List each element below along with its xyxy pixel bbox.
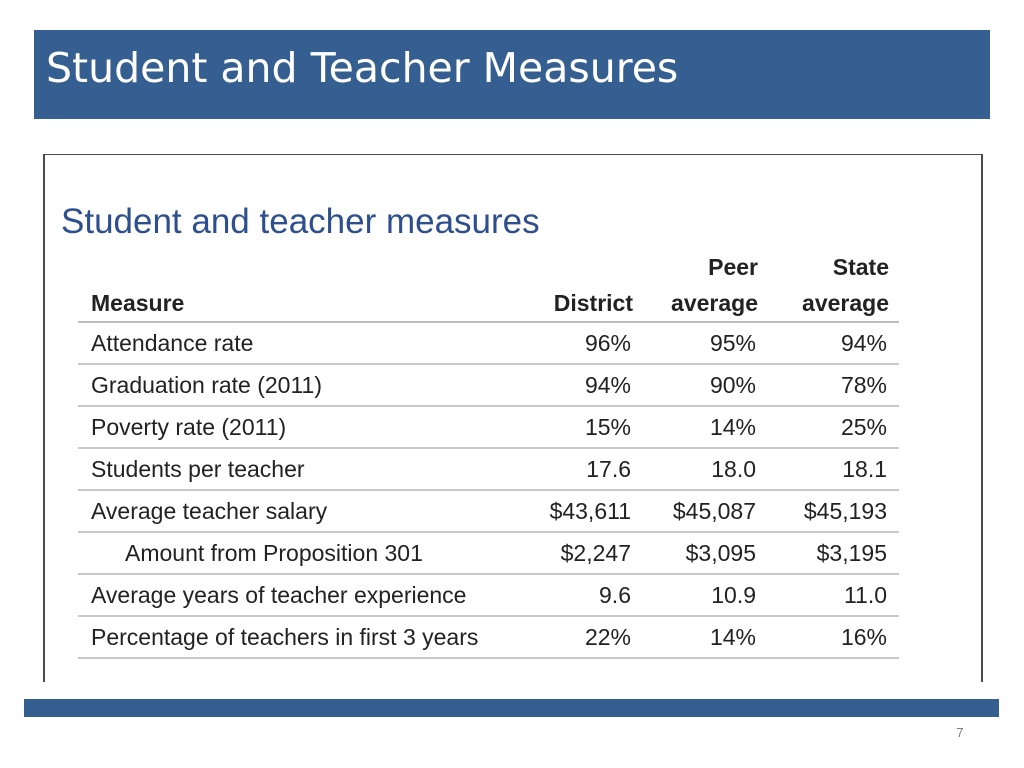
cell-measure-label: Amount from Proposition 301	[78, 532, 523, 574]
cell-peer-average: 90%	[643, 364, 768, 406]
cell-peer-average: 18.0	[643, 448, 768, 490]
cell-district: 22%	[523, 616, 643, 658]
table-row	[78, 322, 899, 364]
cell-state-average: 78%	[768, 364, 899, 406]
cell-measure-label: Average years of teacher experience	[78, 574, 523, 616]
header-state-average	[768, 249, 899, 322]
table-row	[78, 616, 899, 658]
header-state-line-1: State	[832, 254, 889, 280]
cell-measure-label: Attendance rate	[78, 322, 523, 364]
cell-measure-label: Average teacher salary	[78, 490, 523, 532]
cell-measure-label: Graduation rate (2011)	[78, 364, 523, 406]
table-row	[78, 574, 899, 616]
header-peer-average	[643, 249, 768, 322]
table-row	[78, 532, 899, 574]
cell-peer-average: 95%	[643, 322, 768, 364]
cell-district: 94%	[523, 364, 643, 406]
cell-peer-average: 14%	[643, 616, 768, 658]
cell-district: 9.6	[523, 574, 643, 616]
header-peer-line-1: Peer	[708, 254, 758, 280]
table-row	[78, 406, 899, 448]
cell-state-average: 94%	[768, 322, 899, 364]
table-figure	[43, 154, 983, 682]
cell-state-average: 11.0	[768, 574, 899, 616]
cell-state-average: 18.1	[768, 448, 899, 490]
cell-measure-label: Percentage of teachers in first 3 years	[78, 616, 523, 658]
cell-measure-label: Poverty rate (2011)	[78, 406, 523, 448]
cell-state-average: 16%	[768, 616, 899, 658]
header-state-line-2: average	[802, 290, 889, 316]
header-measure: Measure	[91, 290, 185, 316]
cell-district: $43,611	[523, 490, 643, 532]
cell-peer-average: 14%	[643, 406, 768, 448]
table-header-row	[78, 249, 899, 322]
title-bar	[34, 30, 990, 119]
table-row	[78, 364, 899, 406]
cell-peer-average: $3,095	[643, 532, 768, 574]
cell-peer-average: 10.9	[643, 574, 768, 616]
page-number: 7	[956, 725, 964, 740]
cell-district: $2,247	[523, 532, 643, 574]
measures-table	[78, 249, 899, 659]
cell-state-average: 25%	[768, 406, 899, 448]
table-heading: Student and teacher measures	[61, 202, 540, 241]
cell-state-average: $45,193	[768, 490, 899, 532]
footer-bar	[24, 699, 999, 717]
table-body	[78, 322, 899, 658]
cell-district: 17.6	[523, 448, 643, 490]
slide-title: Student and Teacher Measures	[46, 44, 679, 92]
cell-district: 15%	[523, 406, 643, 448]
table-row	[78, 448, 899, 490]
header-peer-line-2: average	[671, 290, 758, 316]
header-district: District	[553, 290, 633, 316]
cell-measure-label: Students per teacher	[78, 448, 523, 490]
cell-district: 96%	[523, 322, 643, 364]
cell-state-average: $3,195	[768, 532, 899, 574]
table-row	[78, 490, 899, 532]
cell-peer-average: $45,087	[643, 490, 768, 532]
